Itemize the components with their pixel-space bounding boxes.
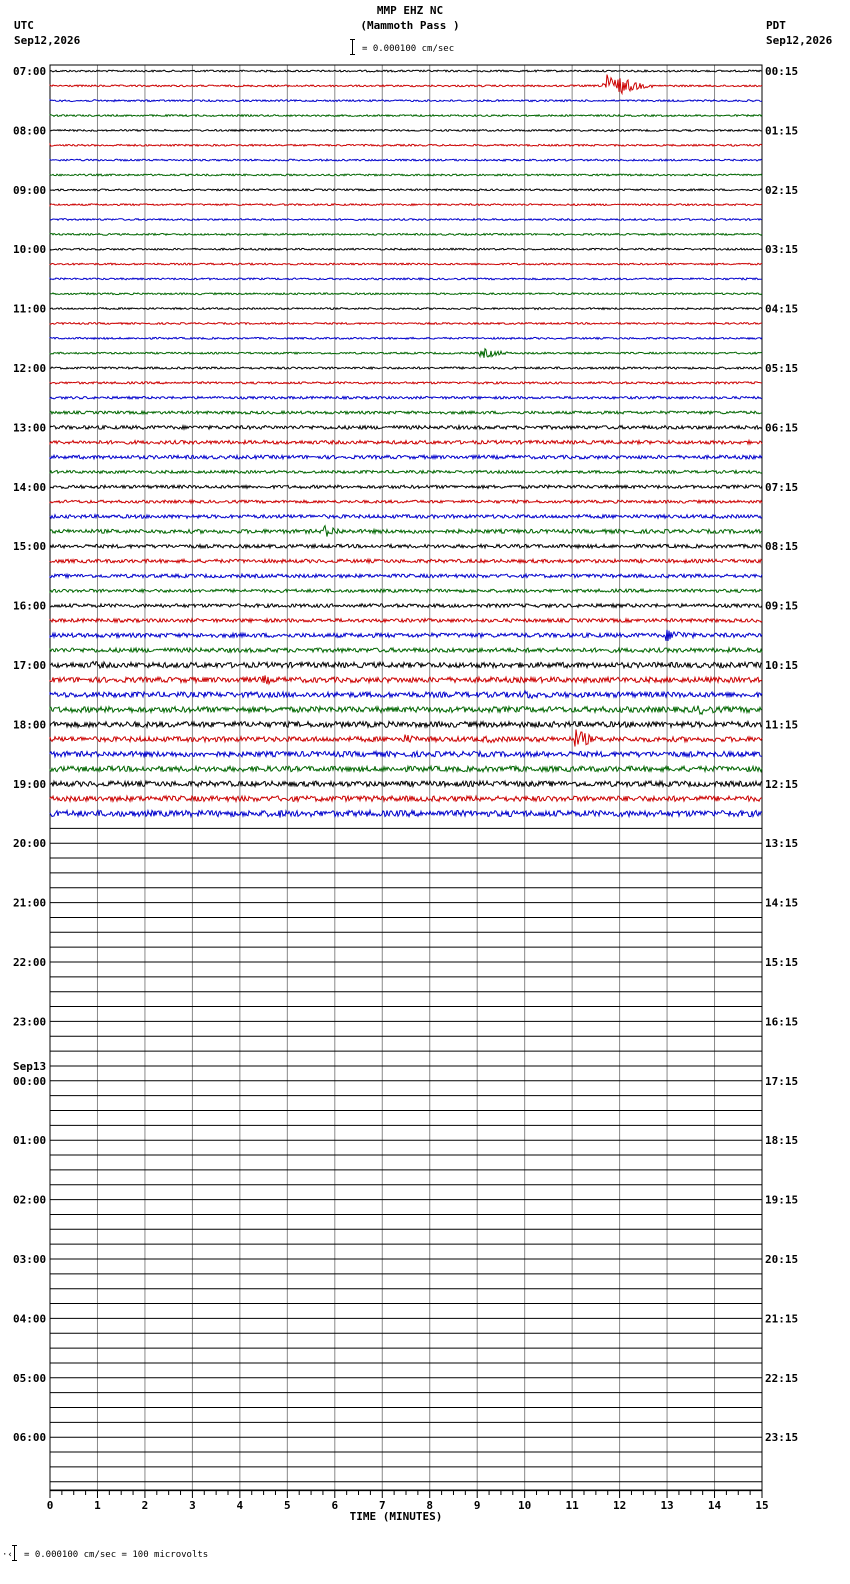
x-tick-label: 9 (473, 1499, 481, 1512)
trace-row-30 (50, 515, 762, 519)
footer-scale-label: = 0.000100 cm/sec = 100 microvolts (24, 1550, 209, 1560)
trace-row-43 (50, 706, 762, 715)
utc-hour-label: 21:00 (13, 896, 47, 910)
trace-row-27 (50, 471, 762, 474)
right-date-label: Sep12,2026 (766, 34, 833, 47)
utc-hour-label: 19:00 (13, 777, 47, 791)
trace-row-50 (50, 811, 762, 818)
trace-row-25 (50, 441, 762, 445)
pdt-hour-label: 19:15 (765, 1193, 799, 1207)
footer-corner-mark: ·‹ (2, 1550, 13, 1560)
pdt-hour-label: 15:15 (765, 956, 799, 969)
utc-hour-label: 15:00 (13, 540, 47, 554)
trace-row-18 (50, 337, 762, 339)
scale-label: = 0.000100 cm/sec (362, 44, 455, 54)
trace-row-7 (50, 174, 762, 176)
pdt-hour-label: 00:15 (765, 65, 799, 78)
x-axis-label: TIME (MINUTES) (349, 1510, 443, 1523)
utc-hour-label: 08:00 (13, 124, 47, 138)
trace-row-14 (50, 278, 762, 280)
utc-hour-label: 00:00 (13, 1074, 47, 1088)
pdt-hour-label: 22:15 (765, 1371, 799, 1385)
trace-row-1 (50, 75, 762, 94)
trace-row-21 (50, 382, 762, 384)
x-tick-label: 7 (378, 1499, 386, 1512)
footer-scale-bar-icon (12, 1545, 17, 1561)
x-tick-label: 6 (331, 1499, 339, 1512)
utc-hour-label: 02:00 (13, 1193, 47, 1207)
x-tick-label: 4 (236, 1499, 244, 1512)
pdt-hour-label: 21:15 (765, 1312, 799, 1326)
x-tick-label: 5 (284, 1499, 291, 1512)
x-tick-label: 3 (189, 1499, 196, 1512)
pdt-hour-label: 04:15 (765, 302, 799, 316)
pdt-hour-label: 05:15 (765, 362, 799, 375)
utc-hour-label: 10:00 (13, 243, 47, 257)
trace-row-4 (50, 130, 762, 132)
x-tick-label: 12 (612, 1499, 627, 1512)
x-tick-label: 15 (755, 1499, 769, 1512)
trace-row-35 (50, 589, 762, 592)
pdt-hour-label: 20:15 (765, 1253, 799, 1266)
pdt-hour-label: 09:15 (765, 599, 799, 613)
x-tick-label: 14 (707, 1499, 722, 1512)
utc-hour-label: 06:00 (13, 1431, 47, 1445)
trace-row-3 (50, 115, 762, 117)
trace-row-23 (50, 411, 762, 414)
trace-row-12 (50, 248, 762, 250)
trace-row-15 (50, 293, 762, 295)
x-tick-label: 13 (660, 1499, 674, 1512)
trace-row-40 (50, 662, 762, 669)
pdt-hour-label: 11:15 (765, 718, 799, 732)
trace-row-0 (50, 70, 762, 72)
pdt-hour-label: 16:15 (765, 1015, 799, 1029)
trace-row-31 (50, 526, 762, 537)
utc-hour-label: 03:00 (13, 1253, 47, 1266)
trace-row-34 (50, 574, 762, 578)
right-timezone-label: PDT (766, 19, 786, 32)
trace-row-8 (50, 189, 762, 191)
utc-hour-label: 04:00 (13, 1312, 47, 1326)
trace-row-32 (50, 544, 762, 548)
trace-row-46 (50, 751, 762, 756)
trace-row-42 (50, 691, 762, 698)
trace-row-20 (50, 367, 762, 369)
x-tick-label: 0 (46, 1499, 54, 1512)
trace-row-33 (50, 559, 762, 563)
pdt-hour-label: 07:15 (765, 480, 799, 494)
left-date-label: Sep12,2026 (14, 34, 81, 47)
pdt-hour-label: 13:15 (765, 837, 799, 851)
trace-row-47 (50, 766, 762, 771)
pdt-hour-label: 17:15 (765, 1074, 799, 1088)
utc-hour-label: 01:00 (13, 1134, 47, 1148)
left-timezone-label: UTC (14, 19, 34, 32)
utc-hour-label: 05:00 (13, 1371, 47, 1385)
trace-row-41 (50, 675, 762, 684)
utc-hour-label: 13:00 (13, 421, 47, 435)
trace-row-2 (50, 100, 762, 102)
trace-row-6 (50, 159, 762, 161)
trace-row-37 (50, 619, 762, 623)
trace-row-11 (50, 234, 762, 236)
utc-hour-label: 16:00 (13, 599, 47, 613)
trace-row-49 (50, 796, 762, 801)
pdt-hour-label: 10:15 (765, 659, 799, 672)
x-tick-label: 2 (141, 1499, 149, 1512)
trace-row-29 (50, 500, 762, 503)
trace-row-44 (50, 722, 762, 728)
trace-row-9 (50, 204, 762, 206)
trace-row-10 (50, 219, 762, 221)
utc-date-change-label: Sep13 (13, 1059, 47, 1073)
x-tick-label: 10 (518, 1499, 532, 1512)
pdt-hour-label: 12:15 (765, 777, 799, 791)
trace-row-36 (50, 604, 762, 608)
x-tick-label: 11 (565, 1499, 579, 1512)
utc-hour-label: 22:00 (13, 956, 47, 969)
trace-row-26 (50, 455, 762, 459)
trace-row-5 (50, 144, 762, 146)
utc-hour-label: 07:00 (13, 65, 47, 78)
pdt-hour-label: 18:15 (765, 1134, 799, 1148)
trace-row-28 (50, 485, 762, 488)
utc-hour-label: 20:00 (13, 837, 47, 851)
pdt-hour-label: 14:15 (765, 896, 799, 910)
utc-hour-label: 11:00 (13, 302, 47, 316)
utc-hour-label: 14:00 (13, 480, 47, 494)
pdt-hour-label: 02:15 (765, 183, 799, 197)
trace-row-19 (50, 349, 762, 358)
trace-row-22 (50, 396, 762, 399)
trace-row-24 (50, 426, 762, 430)
x-tick-label: 1 (94, 1499, 101, 1512)
trace-row-16 (50, 308, 762, 310)
pdt-hour-label: 03:15 (765, 243, 799, 257)
trace-row-13 (50, 263, 762, 265)
utc-hour-label: 17:00 (13, 659, 47, 672)
utc-hour-label: 09:00 (13, 183, 47, 197)
trace-row-39 (50, 648, 762, 652)
utc-hour-label: 12:00 (13, 362, 47, 375)
trace-row-45 (50, 730, 762, 747)
pdt-hour-label: 23:15 (765, 1431, 799, 1445)
pdt-hour-label: 01:15 (765, 124, 799, 138)
pdt-hour-label: 06:15 (765, 421, 799, 435)
utc-hour-label: 23:00 (13, 1015, 47, 1029)
station-location: (Mammoth Pass ) (360, 19, 460, 32)
trace-row-48 (50, 781, 762, 786)
pdt-hour-label: 08:15 (765, 540, 799, 554)
trace-row-38 (50, 630, 762, 641)
trace-row-17 (50, 323, 762, 325)
utc-hour-label: 18:00 (13, 718, 47, 732)
station-title: MMP EHZ NC (376, 4, 444, 17)
x-tick-label: 8 (426, 1499, 434, 1512)
